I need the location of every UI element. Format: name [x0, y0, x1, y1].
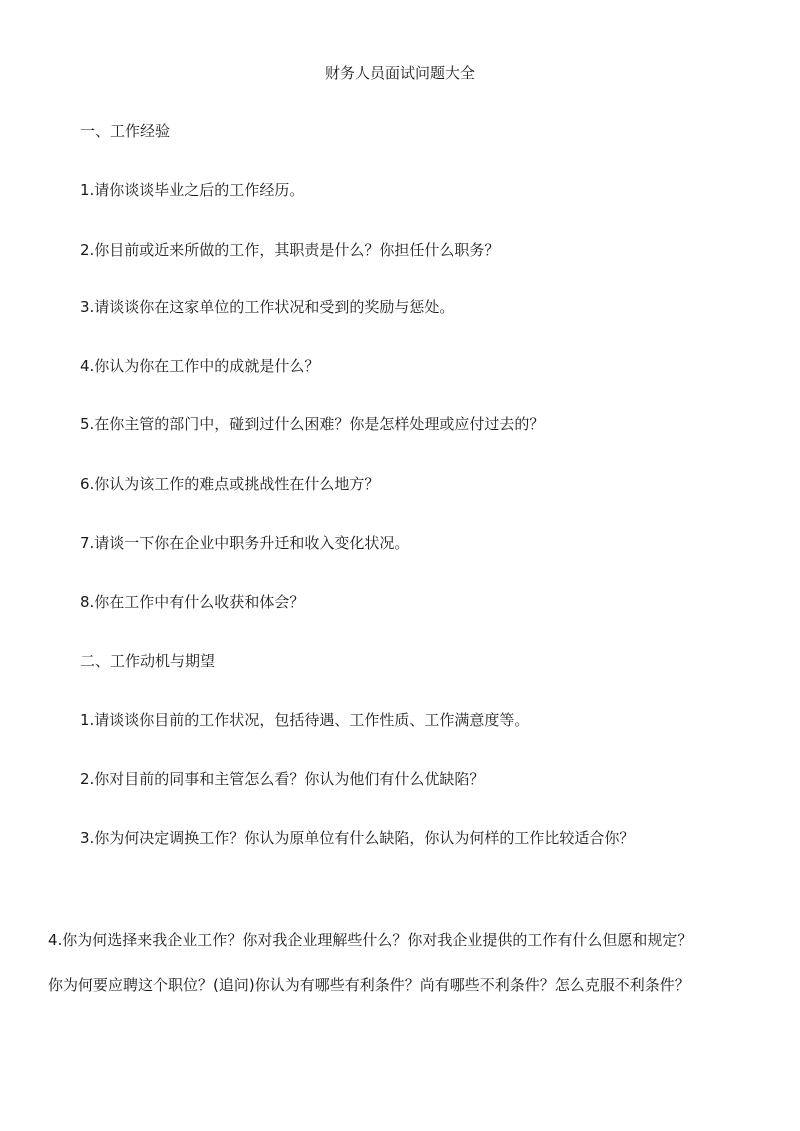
question-item: 8.你在工作中有什么收获和体会？: [80, 593, 305, 611]
question-item: 1.请你谈谈毕业之后的工作经历。: [80, 181, 305, 199]
question-item: 3.请谈谈你在这家单位的工作状况和受到的奖励与惩处。: [80, 298, 455, 316]
section-heading-work-motivation: 二、工作动机与期望: [80, 652, 216, 670]
section-heading-work-experience: 一、工作经验: [80, 122, 171, 140]
question-item-wide: 你为何要应聘这个职位？(追问)你认为有哪些有利条件？尚有哪些不利条件？怎么克服不利条件？: [48, 976, 690, 994]
question-item: 5.在你主管的部门中，碰到过什么困难？你是怎样处理或应付过去的？: [80, 415, 545, 433]
question-item-wide: 4.你为何选择来我企业工作？你对我企业理解些什么？你对我企业提供的工作有什么但愿和规定？: [48, 931, 693, 949]
question-item: 2.你目前或近来所做的工作，其职责是什么？你担任什么职务？: [80, 241, 500, 259]
question-item: 6.你认为该工作的难点或挑战性在什么地方？: [80, 475, 380, 493]
question-item: 3.你为何决定调换工作？你认为原单位有什么缺陷，你认为何样的工作比较适合你？: [80, 829, 635, 847]
question-item: 2.你对目前的同事和主管怎么看？你认为他们有什么优缺陷？: [80, 770, 485, 788]
question-item: 1.请谈谈你目前的工作状况，包括待遇、工作性质、工作满意度等。: [80, 711, 530, 729]
document-title: 财务人员面试问题大全: [324, 64, 475, 82]
question-item: 4.你认为你在工作中的成就是什么？: [80, 357, 320, 375]
question-item: 7.请谈一下你在企业中职务升迁和收入变化状况。: [80, 534, 410, 552]
